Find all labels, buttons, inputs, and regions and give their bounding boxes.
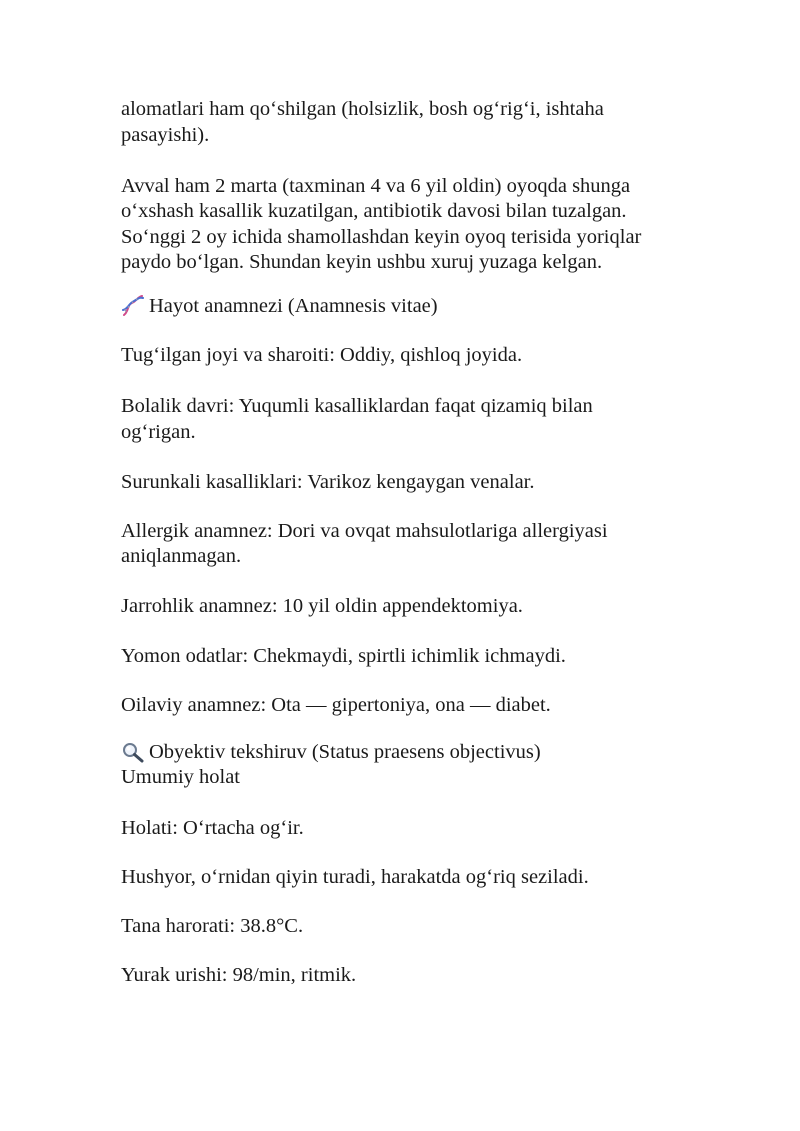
paragraph-line: o‘xshash kasallik kuzatilgan, antibiotik davosi bilan tuzalgan. bbox=[121, 200, 627, 222]
magnifier-icon bbox=[121, 741, 145, 763]
state-line: Holati: O‘rtacha og‘ir. bbox=[121, 817, 304, 839]
subheading: Umumiy holat bbox=[121, 766, 241, 788]
temperature-line: Tana harorati: 38.8°C. bbox=[121, 915, 304, 937]
paragraph-line: So‘nggi 2 oy ichida shamollashdan keyin oyoq terisida yoriqlar bbox=[121, 226, 642, 248]
heart-line: Yurak urishi: 98/min, ritmik. bbox=[121, 964, 357, 986]
habits-line: Yomon odatlar: Chekmaydi, spirtli ichimlik ichmaydi. bbox=[121, 645, 566, 667]
family-line: Oilaviy anamnez: Ota — gipertoniya, ona — diabet. bbox=[121, 694, 551, 716]
allergy-line: aniqlanmagan. bbox=[121, 545, 242, 567]
conscious-line: Hushyor, o‘rnidan qiyin turadi, harakatda og‘riq seziladi. bbox=[121, 866, 589, 888]
section-heading-text: Obyektiv tekshiruv (Status praesens objectivus) bbox=[149, 741, 541, 763]
paragraph-line: paydo bo‘lgan. Shundan keyin ushbu xuruj yuzaga kelgan. bbox=[121, 251, 603, 273]
surgery-line: Jarrohlik anamnez: 10 yil oldin appendektomiya. bbox=[121, 595, 523, 617]
birth-line: Tug‘ilgan joyi va sharoiti: Oddiy, qishloq joyida. bbox=[121, 344, 523, 366]
section-heading-exam bbox=[121, 739, 541, 765]
paragraph-line: pasayishi). bbox=[121, 124, 210, 146]
childhood-line: Bolalik davri: Yuqumli kasalliklardan faqat qizamiq bilan bbox=[121, 395, 593, 417]
chronic-line: Surunkali kasalliklari: Varikoz kengaygan venalar. bbox=[121, 471, 535, 493]
dna-icon bbox=[121, 295, 145, 317]
section-heading-text: Hayot anamnezi (Anamnesis vitae) bbox=[149, 295, 438, 317]
paragraph-line: Avval ham 2 marta (taxminan 4 va 6 yil oldin) oyoqda shunga bbox=[121, 175, 631, 197]
childhood-line: og‘rigan. bbox=[121, 421, 196, 443]
allergy-line: Allergik anamnez: Dori va ovqat mahsulotlariga allergiyasi bbox=[121, 520, 608, 542]
paragraph-line: alomatlari ham qo‘shilgan (holsizlik, bosh og‘rig‘i, ishtaha bbox=[121, 98, 604, 120]
section-heading-life bbox=[121, 293, 438, 319]
